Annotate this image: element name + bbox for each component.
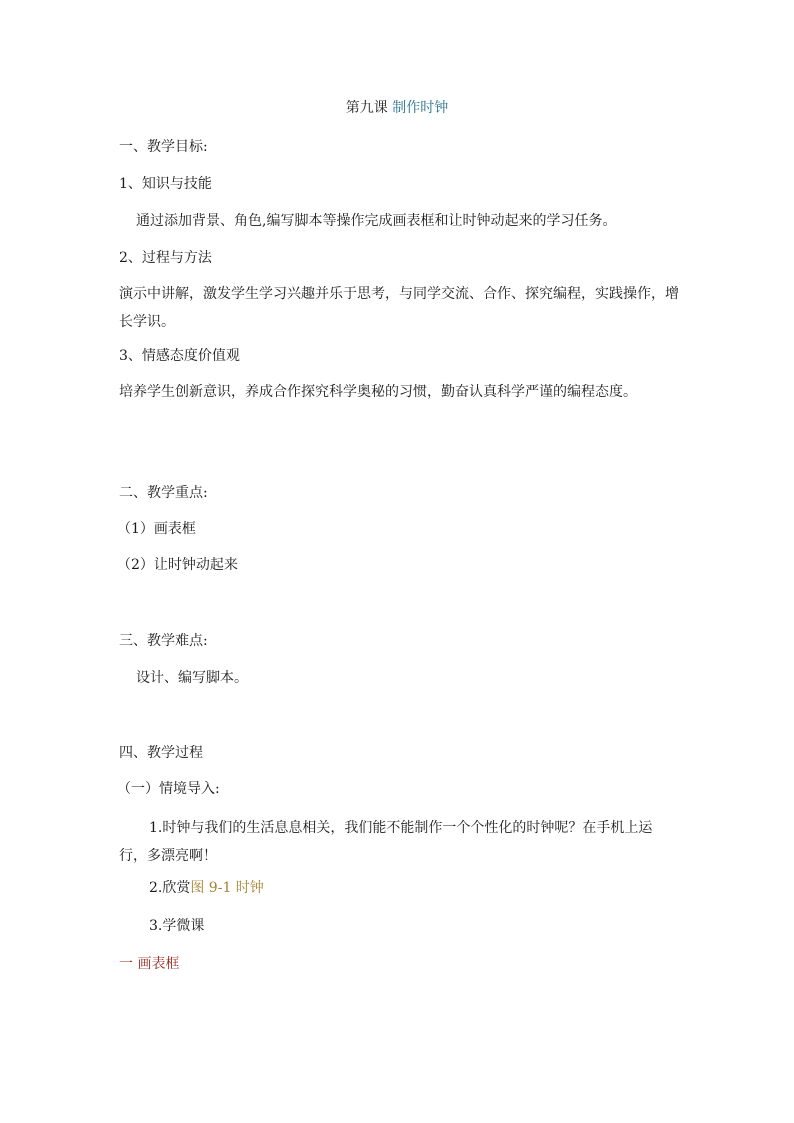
- keypoint-1: （1）画表框: [117, 521, 196, 537]
- figure-reference-link[interactable]: 图 9-1 时钟: [190, 880, 264, 896]
- subsection-draw-frame-heading: 一 画表框: [119, 956, 180, 972]
- keypoint-2: （2）让时钟动起来: [117, 557, 238, 573]
- section-difficulty-heading: 三、教学难点:: [119, 633, 208, 649]
- process-intro-paragraph-3: 3.学微课: [149, 918, 205, 934]
- section-process-heading: 四、教学过程: [119, 745, 203, 761]
- process-intro-paragraph-1: 1.时钟与我们的生活息息相关，我们能不能制作一个个性化的时钟呢？在手机上运行，多漂亮啊！: [119, 820, 653, 864]
- lesson-number: 第九课: [345, 100, 388, 116]
- section-objectives-heading: 一、教学目标:: [119, 139, 208, 155]
- objective-knowledge-text: 通过添加背景、角色,编写脚本等操作完成画表框和让时钟动起来的学习任务。: [136, 213, 617, 229]
- section-keypoints-heading: 二、教学重点:: [119, 485, 208, 501]
- objective-knowledge-heading: 1、知识与技能: [119, 176, 212, 192]
- objective-attitude-text: 培养学生创新意识，养成合作探究科学奥秘的习惯，勤奋认真科学严谨的编程态度。: [119, 384, 637, 400]
- objective-process-heading: 2、过程与方法: [119, 250, 212, 266]
- objective-attitude-heading: 3、情感态度价值观: [119, 348, 240, 364]
- lesson-name: 制作时钟: [392, 100, 449, 116]
- appreciate-label: 2.欣赏: [149, 880, 191, 896]
- difficulty-text: 设计、编写脚本。: [136, 670, 248, 686]
- lesson-title: [0, 100, 794, 116]
- process-intro-heading: （一）情境导入:: [117, 781, 220, 797]
- process-intro-paragraph-2: [149, 880, 264, 896]
- objective-process-text: 演示中讲解，激发学生学习兴趣并乐于思考，与同学交流、合作、探究编程，实践操作，增长学识。: [119, 286, 679, 330]
